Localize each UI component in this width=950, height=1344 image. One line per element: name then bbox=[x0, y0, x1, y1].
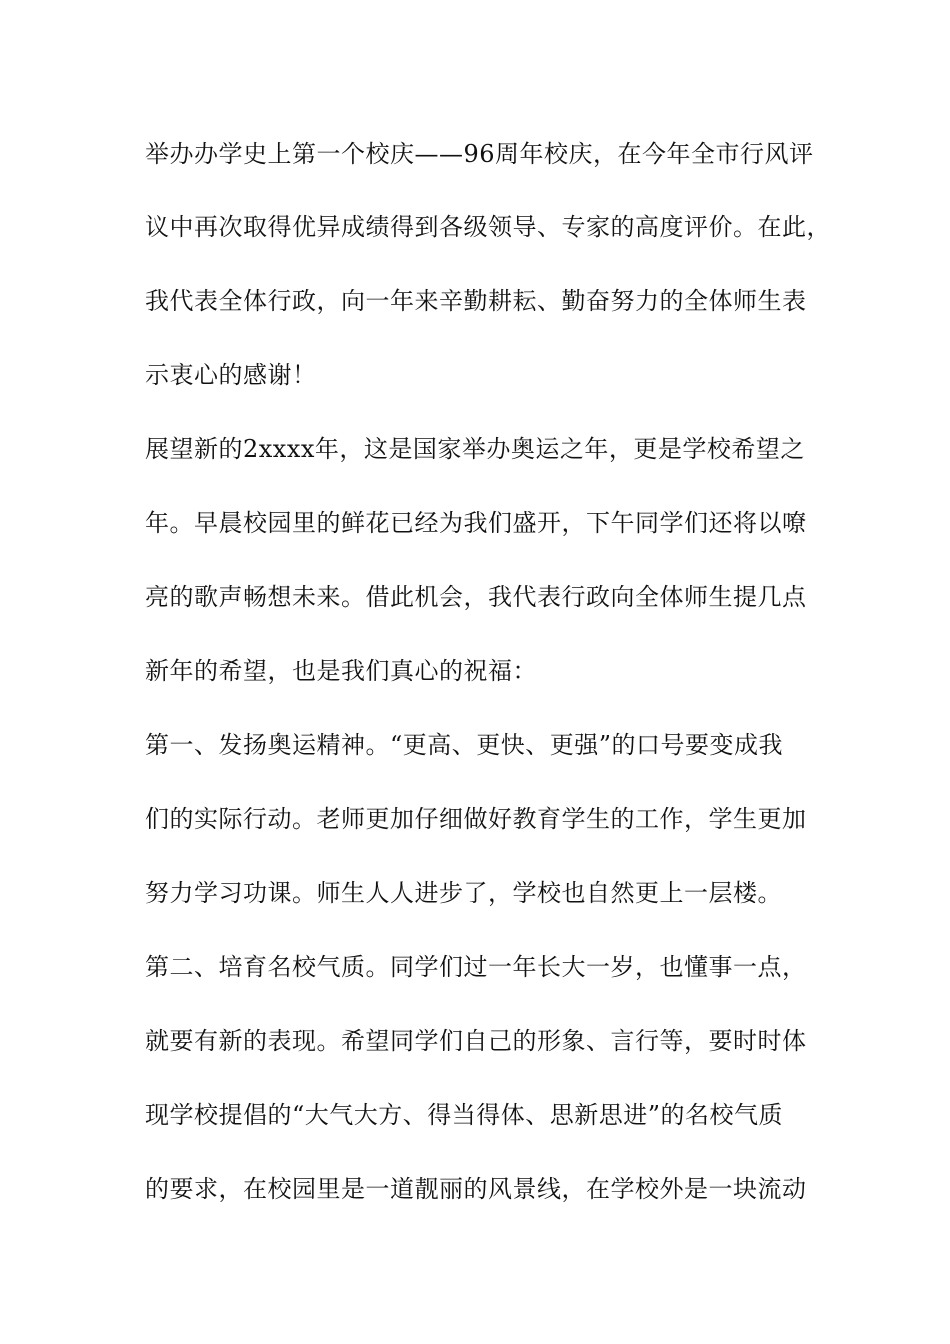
text-line: 亮的歌声畅想未来。借此机会，我代表行政向全体师生提几点 bbox=[145, 583, 807, 611]
text-line: 第二、培育名校气质。同学们过一年长大一岁，也懂事一点， bbox=[145, 953, 807, 981]
text-line: 议中再次取得优异成绩得到各级领导、专家的高度评价。在此， bbox=[145, 213, 831, 241]
text-line: 举办办学史上第一个校庆——96周年校庆，在今年全市行风评 bbox=[145, 140, 814, 168]
text-line: 第一、发扬奥运精神。“更高、更快、更强”的口号要变成我 bbox=[145, 731, 784, 759]
text-line: 们的实际行动。老师更加仔细做好教育学生的工作，学生更加 bbox=[145, 805, 807, 833]
text-line: 示衷心的感谢！ bbox=[145, 361, 317, 389]
text-line: 的要求，在校园里是一道靓丽的风景线，在学校外是一块流动 bbox=[145, 1175, 807, 1203]
text-line: 就要有新的表现。希望同学们自己的形象、言行等，要时时体 bbox=[145, 1027, 807, 1055]
text-line: 展望新的2xxxx年，这是国家举办奥运之年，更是学校希望之 bbox=[145, 435, 805, 463]
text-line: 我代表全体行政，向一年来辛勤耕耘、勤奋努力的全体师生表 bbox=[145, 287, 807, 315]
text-line: 现学校提倡的“大气大方、得当得体、思新思进”的名校气质 bbox=[145, 1101, 784, 1129]
text-line: 努力学习功课。师生人人进步了，学校也自然更上一层楼。 bbox=[145, 879, 782, 907]
text-line: 年。早晨校园里的鲜花已经为我们盛开，下午同学们还将以嘹 bbox=[145, 509, 807, 537]
text-line: 新年的希望，也是我们真心的祝福： bbox=[145, 657, 537, 685]
